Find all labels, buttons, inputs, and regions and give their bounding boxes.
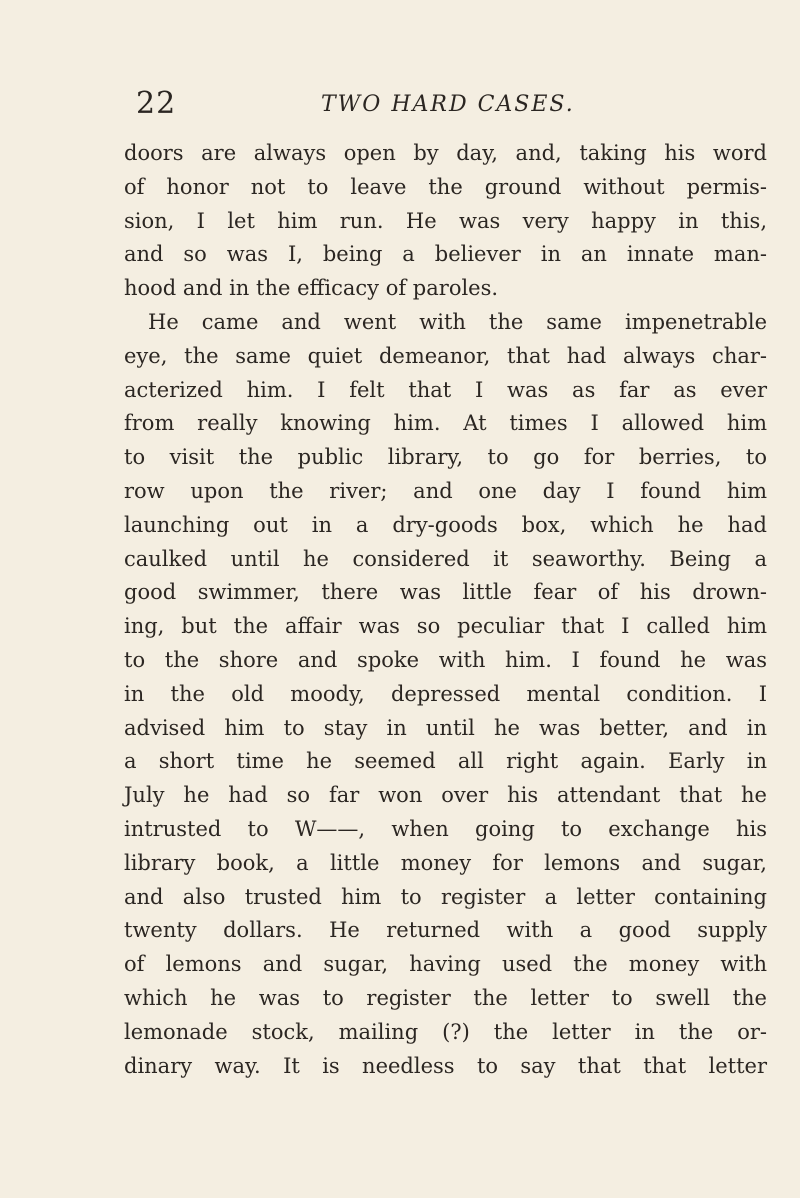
page-number: 22 bbox=[136, 86, 177, 121]
text-line: acterized him. I felt that I was as far as ever bbox=[124, 377, 767, 402]
text-line: launching out in a dry-goods box, which he had bbox=[124, 512, 767, 537]
text-line: which he was to register the letter to swell the bbox=[124, 985, 767, 1010]
text-line: good swimmer, there was little fear of his drown- bbox=[124, 580, 767, 605]
text-line: doors are always open by day, and, taking his word bbox=[124, 141, 767, 165]
text-line: eye, the same quiet demeanor, that had always char- bbox=[124, 343, 767, 368]
text-line: in the old moody, depressed mental condition. I bbox=[124, 681, 767, 706]
text-line: dinary way. It is needless to say that that letter bbox=[124, 1053, 767, 1078]
text-line: of lemons and sugar, having used the money with bbox=[124, 952, 767, 977]
text-line: intrusted to W——, when going to exchange his bbox=[124, 816, 767, 841]
running-title: TWO HARD CASES. bbox=[321, 92, 575, 117]
text-line: and so was I, being a believer in an innate man- bbox=[124, 242, 767, 267]
text-line: and also trusted him to register a letter containing bbox=[124, 884, 767, 909]
text-line: He came and went with the same impenetrable bbox=[148, 309, 767, 334]
text-line: of honor not to leave the ground without permis- bbox=[124, 174, 767, 199]
text-line: library book, a little money for lemons and sugar, bbox=[124, 850, 767, 875]
text-line: a short time he seemed all right again. Early in bbox=[124, 749, 767, 774]
text-line: caulked until he considered it seaworthy. Being a bbox=[124, 546, 767, 571]
running-head bbox=[136, 86, 756, 122]
text-line: lemonade stock, mailing (?) the letter in the or- bbox=[124, 1019, 767, 1044]
text-line: hood and in the efficacy of paroles. bbox=[124, 276, 499, 301]
text-line: ing, but the affair was so peculiar that I called him bbox=[124, 614, 767, 639]
text-line: advised him to stay in until he was better, and in bbox=[124, 715, 767, 740]
text-line: row upon the river; and one day I found him bbox=[124, 478, 767, 503]
text-line: from really knowing him. At times I allowed him bbox=[124, 411, 767, 436]
body-text bbox=[124, 137, 767, 1083]
text-line: July he had so far won over his attendant that he bbox=[124, 783, 767, 808]
text-line: sion, I let him run. He was very happy in this, bbox=[124, 208, 767, 233]
text-line: to visit the public library, to go for berries, to bbox=[124, 445, 767, 470]
text-line: to the shore and spoke with him. I found he was bbox=[124, 647, 767, 672]
text-line: twenty dollars. He returned with a good supply bbox=[124, 918, 767, 943]
